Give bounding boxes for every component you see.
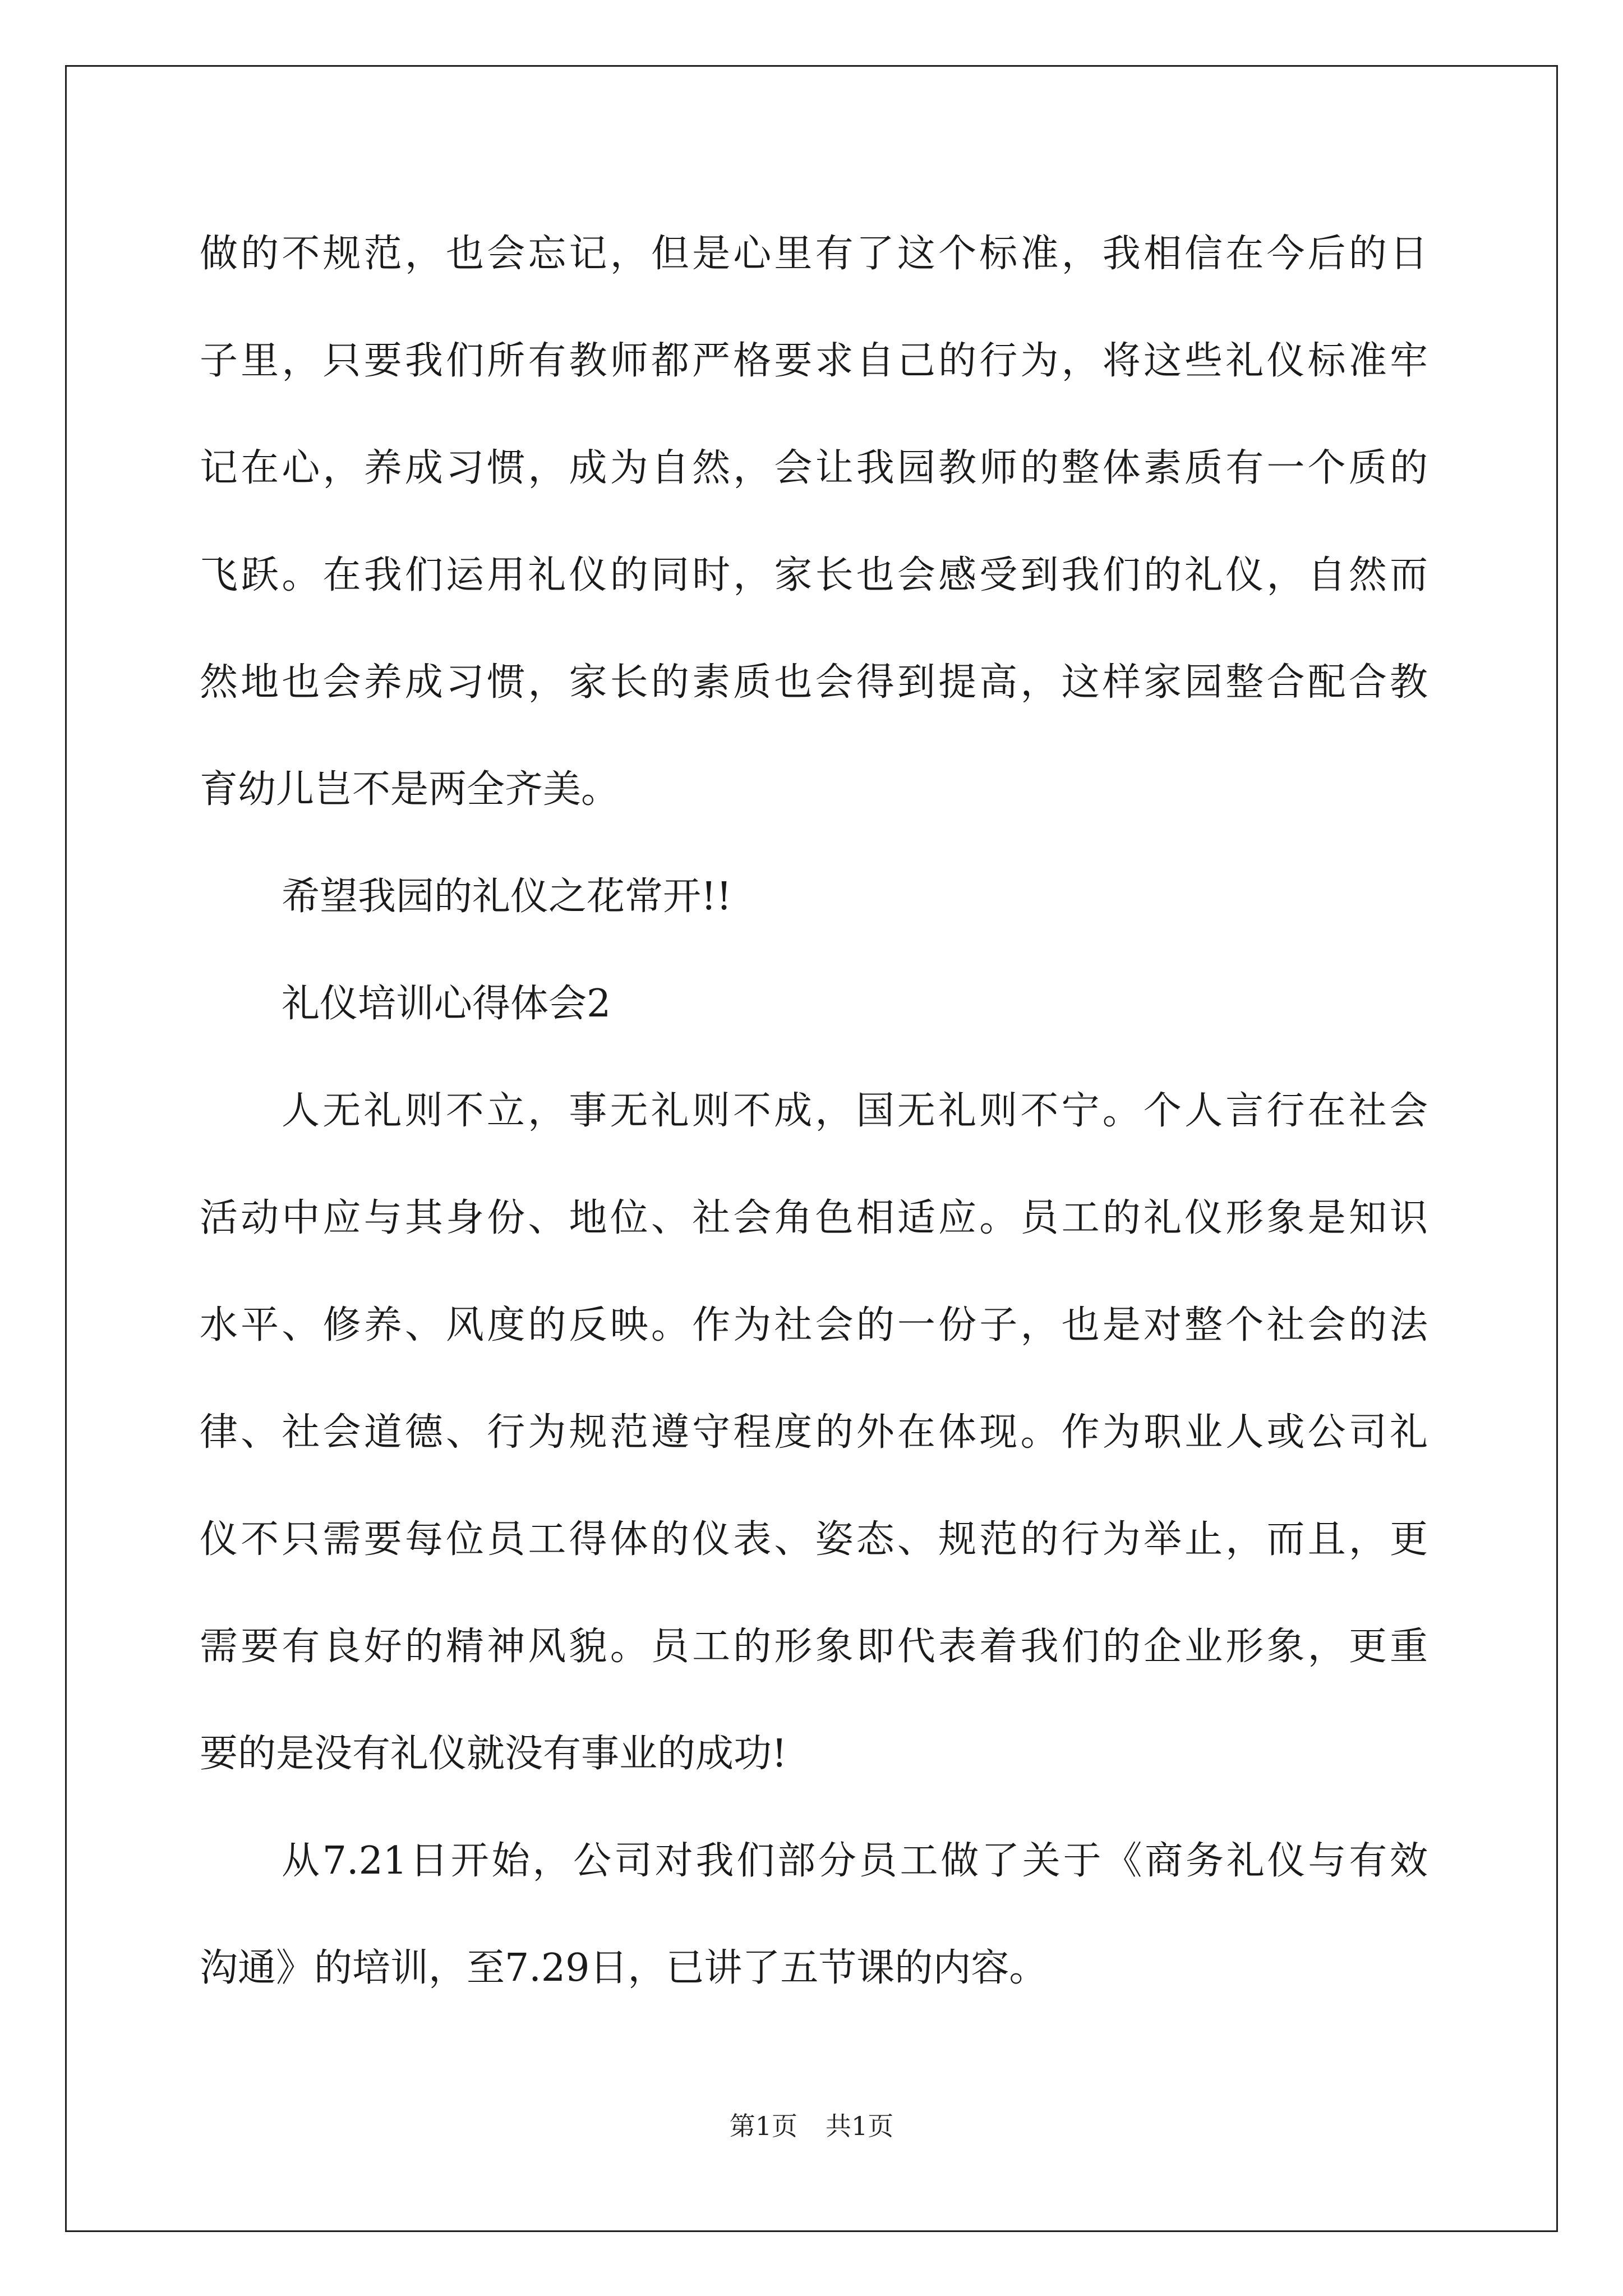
text-line: 需要有良好的精神风貌。员工的形象即代表着我们的企业形象，更重 — [200, 1625, 1428, 1669]
text-line: 沟通》的培训，至7.29日，已讲了五节课的内容。 — [200, 1946, 1048, 1990]
text-line: 希望我园的礼仪之花常开!! — [282, 875, 732, 919]
text-line: 记在心，养成习惯，成为自然，会让我园教师的整体素质有一个质的 — [200, 446, 1428, 490]
text-line: 人无礼则不立，事无礼则不成，国无礼则不宁。个人言行在社会 — [282, 1089, 1428, 1133]
text-line: 飞跃。在我们运用礼仪的同时，家长也会感受到我们的礼仪，自然而 — [200, 553, 1428, 597]
text-line: 活动中应与其身份、地位、社会角色相适应。员工的礼仪形象是知识 — [200, 1196, 1428, 1240]
text-line: 做的不规范，也会忘记，但是心里有了这个标准，我相信在今后的日 — [200, 232, 1428, 276]
page-footer — [0, 2109, 1623, 2143]
text-line: 子里，只要我们所有教师都严格要求自己的行为，将这些礼仪标准牢 — [200, 339, 1428, 383]
text-line: 水平、修养、风度的反映。作为社会的一份子，也是对整个社会的法 — [200, 1303, 1428, 1347]
text-line: 仪不只需要每位员工得体的仪表、姿态、规范的行为举止，而且，更 — [200, 1517, 1428, 1562]
page-number-current: 第1页 — [729, 2111, 797, 2141]
section-heading: 礼仪培训心得体会2 — [282, 982, 611, 1026]
text-line: 然地也会养成习惯，家长的素质也会得到提高，这样家园整合配合教 — [200, 660, 1428, 705]
text-line: 律、社会道德、行为规范遵守程度的外在体现。作为职业人或公司礼 — [200, 1410, 1428, 1455]
text-line: 从7.21日开始，公司对我们部分员工做了关于《商务礼仪与有效 — [282, 1839, 1428, 1883]
text-line: 要的是没有礼仪就没有事业的成功! — [200, 1732, 787, 1776]
text-line: 育幼儿岂不是两全齐美。 — [200, 767, 620, 812]
document-body — [200, 200, 1428, 2022]
page-number-total: 共1页 — [826, 2111, 894, 2141]
